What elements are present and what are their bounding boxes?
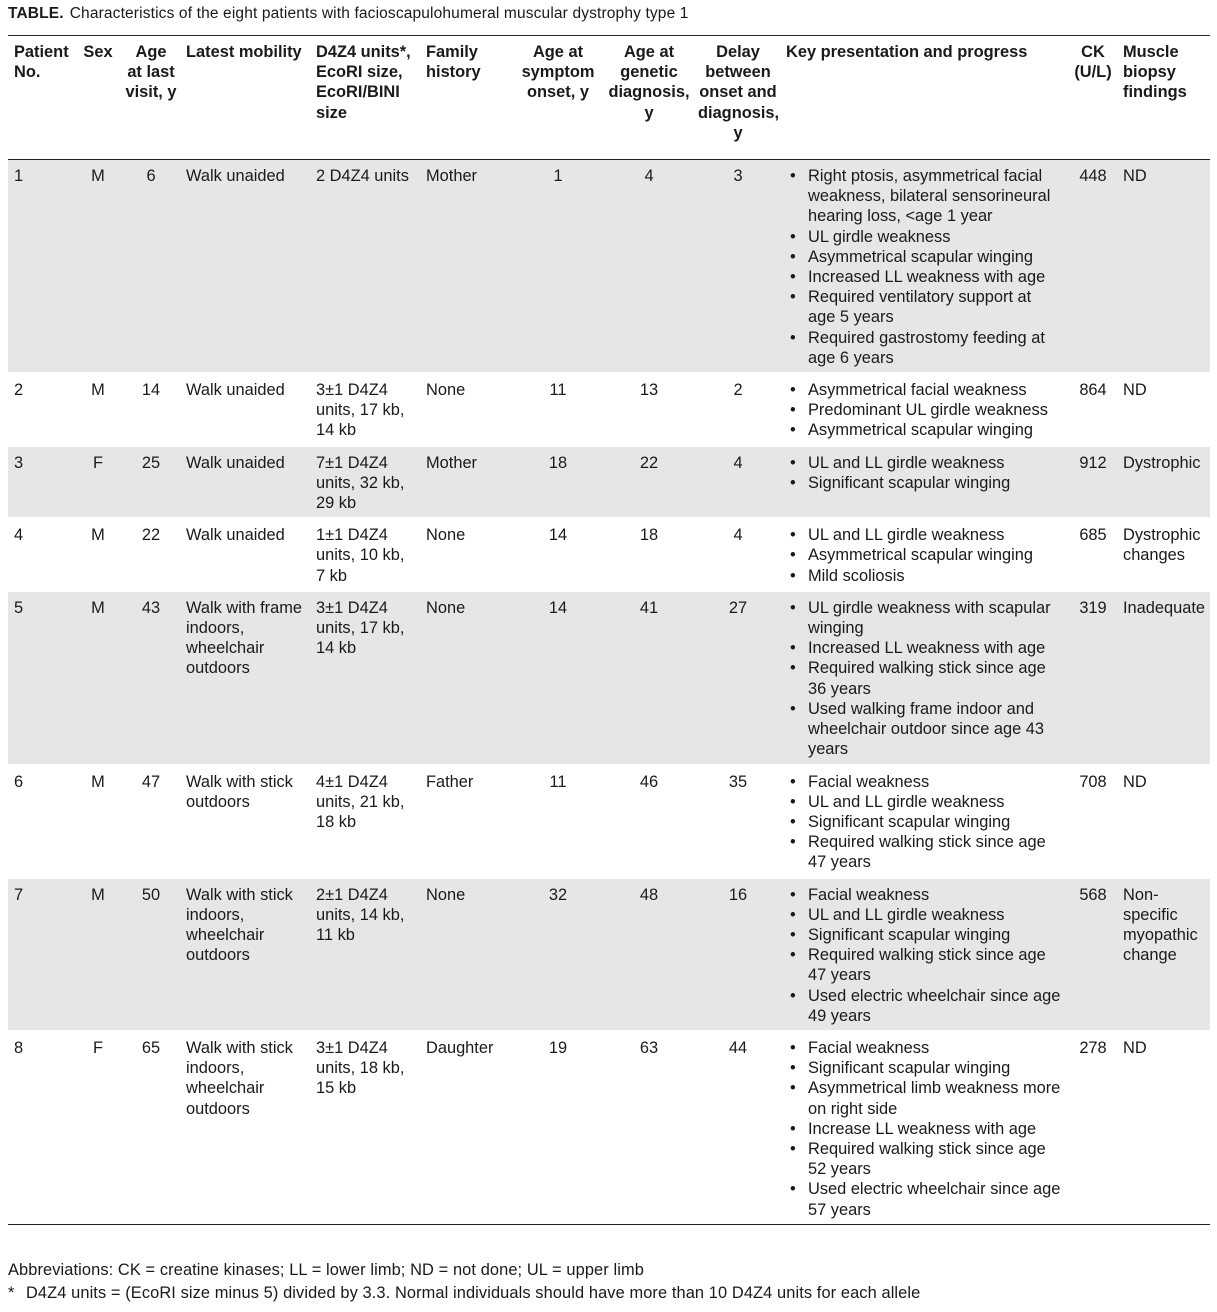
presentation-item: • Required walking stick since age 52 years [786,1139,1063,1179]
cell-d4z4: 3±1 D4Z4 units, 18 kb, 15 kb [316,1038,405,1098]
cell-mobility: Walk with stick indoors, wheelchair outdoors [186,885,293,965]
cell-biopsy: ND [1123,1038,1147,1057]
cell-mobility: Walk with stick indoors, wheelchair outdoors [186,1038,293,1118]
cell-presentation [780,878,1065,1031]
presentation-list [786,598,1063,760]
cell-ck: 278 [1079,1038,1107,1057]
cell-genetic: 22 [639,453,659,472]
cell-d4z4: 4±1 D4Z4 units, 21 kb, 18 kb [316,772,405,831]
presentation-list [786,453,1063,493]
presentation-item: • Facial weakness [786,772,1063,792]
presentation-item: • UL girdle weakness with scapular winging [786,598,1063,638]
presentation-list [786,1038,1063,1220]
cell-delay: 27 [728,598,748,617]
presentation-item: • Used electric wheelchair since age 49 years [786,986,1063,1026]
column-header-family: Family history [426,43,481,82]
cell-delay: 4 [733,453,743,472]
table-row [8,518,1210,591]
presentation-item: • UL and LL girdle weakness [786,792,1063,812]
table-row [8,591,1210,765]
presentation-item: • Significant scapular winging [786,1058,1063,1078]
cell-mobility: Walk unaided [186,381,285,400]
presentation-item: • Asymmetrical scapular winging [786,420,1063,440]
cell-biopsy: ND [1123,381,1147,400]
presentation-item: • Asymmetrical limb weakness more on right side [786,1078,1063,1118]
cell-d4z4: 3±1 D4Z4 units, 17 kb, 14 kb [316,381,405,440]
cell-genetic: 4 [644,167,654,186]
cell-onset: 19 [548,1038,568,1057]
cell-presentation [780,1031,1065,1224]
cell-ck: 912 [1079,453,1107,472]
footnote-mark: * [8,1284,15,1302]
presentation-item: • Required gastrostomy feeding at age 6 years [786,328,1063,368]
cell-onset: 11 [549,381,567,400]
presentation-item: • UL girdle weakness [786,227,1063,247]
presentation-item: • UL and LL girdle weakness [786,905,1063,925]
column-header-onset: Age at symptom onset, y [521,43,595,102]
presentation-item: • Increased LL weakness with age [786,267,1063,287]
cell-genetic: 48 [639,885,659,904]
table-row [8,160,1210,374]
presentation-item: • Required walking stick since age 36 years [786,658,1063,698]
caption-text: Characteristics of the eight patients with facioscapulohumeral muscular dystrophy type 1 [69,5,689,22]
column-header-biopsy: Muscle biopsy findings [1123,43,1187,102]
cell-ck: 685 [1079,526,1107,545]
cell-age: 14 [141,381,161,400]
presentation-item: • Significant scapular winging [786,473,1063,493]
cell-delay: 35 [728,772,748,791]
cell-family: None [426,598,466,617]
table-row [8,373,1210,446]
cell-onset: 14 [548,598,568,617]
table-caption [8,5,689,23]
presentation-list [786,380,1063,441]
d4z4-footnote [8,1284,920,1303]
cell-presentation [780,160,1065,374]
cell-ck: 568 [1079,885,1107,904]
cell-biopsy: Inadequate [1123,598,1206,617]
cell-mobility: Walk unaided [186,453,285,472]
cell-family: Mother [426,453,478,472]
cell-no: 4 [14,526,24,545]
cell-ck: 708 [1079,772,1107,791]
cell-family: None [426,885,466,904]
column-header-delay: Delay between onset and diagnosis, y [698,43,780,142]
cell-sex: M [91,381,105,400]
cell-onset: 32 [548,885,568,904]
table-row [8,878,1210,1031]
column-header-mobility: Latest mobility [186,43,302,61]
cell-family: None [426,381,466,400]
cell-sex: M [91,167,105,186]
cell-d4z4: 2 D4Z4 units [316,167,409,186]
cell-presentation [780,765,1065,878]
presentation-item: • Used walking frame indoor and wheelchair outdoor since age 43 years [786,699,1063,760]
cell-age: 50 [141,885,161,904]
cell-delay: 44 [728,1038,748,1057]
presentation-item: • Mild scoliosis [786,566,1063,586]
presentation-item: • Required walking stick since age 47 years [786,832,1063,872]
cell-presentation [780,518,1065,591]
cell-delay: 16 [728,885,748,904]
table-header [8,36,1210,160]
cell-delay: 2 [733,381,743,400]
presentation-item: • Significant scapular winging [786,925,1063,945]
presentation-list [786,166,1063,368]
column-header-no: Patient No. [14,43,69,82]
caption-lead: TABLE. [8,5,64,22]
presentation-list [786,772,1063,873]
presentation-item: • Asymmetrical scapular winging [786,545,1063,565]
presentation-item: • Facial weakness [786,885,1063,905]
cell-onset: 14 [548,526,568,545]
table-row [8,1031,1210,1224]
cell-mobility: Walk with stick outdoors [186,772,293,811]
presentation-item: • Used electric wheelchair since age 57 years [786,1179,1063,1219]
cell-sex: F [92,453,103,472]
cell-age: 65 [141,1038,161,1057]
cell-biopsy: Dystrophic [1123,453,1201,472]
cell-presentation [780,446,1065,519]
presentation-list [786,525,1063,586]
presentation-item: • Required walking stick since age 47 years [786,945,1063,985]
cell-genetic: 41 [639,598,659,617]
table-row [8,765,1210,878]
cell-family: Daughter [426,1038,494,1057]
cell-onset: 18 [548,453,568,472]
cell-family: Father [426,772,474,791]
patient-characteristics-table [8,35,1210,1225]
cell-genetic: 63 [639,1038,659,1057]
cell-sex: M [91,598,105,617]
cell-genetic: 18 [639,526,659,545]
cell-onset: 1 [553,167,563,186]
cell-age: 6 [146,167,156,186]
cell-family: Mother [426,167,478,186]
cell-biopsy: Non-specific myopathic change [1123,885,1198,965]
cell-biopsy: ND [1123,167,1147,186]
cell-genetic: 46 [639,772,659,791]
header-row [8,36,1210,160]
column-header-sex: Sex [83,43,113,61]
cell-age: 25 [141,453,161,472]
cell-mobility: Walk with frame indoors, wheelchair outdoors [186,598,302,678]
column-header-genetic: Age at genetic diagnosis, y [608,43,690,122]
presentation-item: • Required ventilatory support at age 5 years [786,287,1063,327]
cell-ck: 864 [1079,381,1107,400]
cell-no: 6 [14,772,24,791]
cell-no: 3 [14,453,24,472]
cell-presentation [780,591,1065,765]
presentation-item: • Increase LL weakness with age [786,1119,1063,1139]
cell-sex: M [91,526,105,545]
cell-age: 22 [141,526,161,545]
cell-sex: F [92,1038,103,1057]
table-row [8,446,1210,519]
cell-sex: M [91,885,105,904]
cell-mobility: Walk unaided [186,167,285,186]
cell-biopsy: ND [1123,772,1147,791]
cell-presentation [780,373,1065,446]
column-header-d4z4: D4Z4 units*, EcoRI size, EcoRI/BINI size [316,43,411,122]
presentation-item: • Increased LL weakness with age [786,638,1063,658]
cell-sex: M [91,772,105,791]
cell-d4z4: 2±1 D4Z4 units, 14 kb, 11 kb [316,885,405,944]
cell-age: 47 [141,772,161,791]
cell-genetic: 13 [639,381,659,400]
cell-age: 43 [141,598,161,617]
presentation-item: • UL and LL girdle weakness [786,453,1063,473]
cell-onset: 11 [549,772,567,791]
cell-no: 2 [14,381,24,400]
presentation-item: • Right ptosis, asymmetrical facial weakness, bilateral sensorineural hearing loss, <age 1 year [786,166,1063,227]
cell-no: 7 [14,885,24,904]
cell-biopsy: Dystrophic changes [1123,526,1201,565]
presentation-item: • Facial weakness [786,1038,1063,1058]
presentation-item: • UL and LL girdle weakness [786,525,1063,545]
cell-mobility: Walk unaided [186,526,285,545]
cell-family: None [426,526,466,545]
presentation-list [786,885,1063,1026]
cell-no: 5 [14,598,24,617]
cell-delay: 4 [733,526,743,545]
footnote-text: D4Z4 units = (EcoRI size minus 5) divided by 3.3. Normal individuals should have more than 10 D4Z4 units for each allele [26,1284,921,1302]
presentation-item: • Predominant UL girdle weakness [786,400,1063,420]
cell-no: 1 [14,167,24,186]
cell-d4z4: 7±1 D4Z4 units, 32 kb, 29 kb [316,453,405,513]
cell-d4z4: 3±1 D4Z4 units, 17 kb, 14 kb [316,598,405,658]
cell-ck: 448 [1079,167,1107,186]
column-header-presentation: Key presentation and progress [786,43,1028,61]
table-body [8,160,1210,1225]
abbreviations-note: Abbreviations: CK = creatine kinases; LL = lower limb; ND = not done; UL = upper limb [8,1261,644,1279]
presentation-item: • Significant scapular winging [786,812,1063,832]
cell-delay: 3 [733,167,743,186]
presentation-item: • Asymmetrical scapular winging [786,247,1063,267]
column-header-age: Age at last visit, y [125,43,177,102]
column-header-ck: CK (U/L) [1074,43,1112,82]
cell-ck: 319 [1079,598,1107,617]
cell-no: 8 [14,1038,24,1057]
cell-d4z4: 1±1 D4Z4 units, 10 kb, 7 kb [316,526,405,585]
presentation-item: • Asymmetrical facial weakness [786,380,1063,400]
